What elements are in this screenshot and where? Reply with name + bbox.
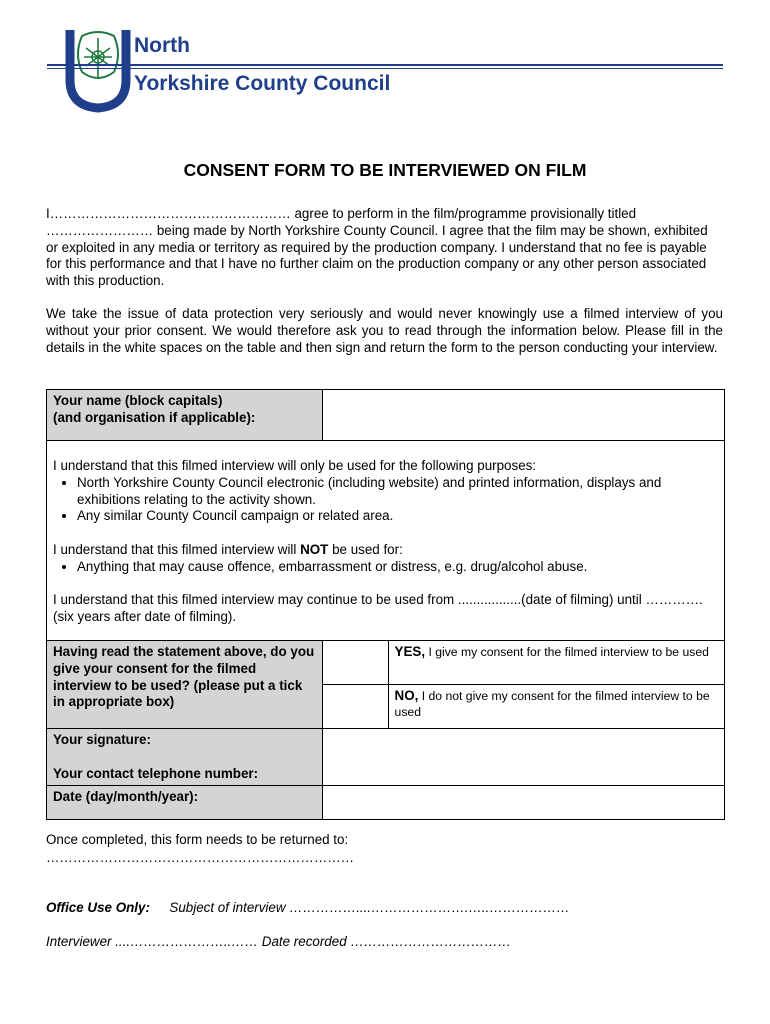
signature-label: Your signature:	[53, 732, 151, 747]
data-protection-paragraph: We take the issue of data protection very seriously and would never knowingly use a filmed interview of you without your prior consent. We would therefore ask you to read through the information below. Please fill in the details in the white spaces on the table and then sign and return the form to the person conducting your interview.	[46, 306, 723, 355]
organisation-label: (and organisation if applicable):	[53, 409, 256, 425]
logo-text-north: North	[134, 34, 190, 57]
purpose-item: • Any similar County Council campaign or related area.	[77, 508, 718, 525]
signature-label-cell	[47, 729, 323, 786]
yes-option-cell	[388, 641, 724, 685]
no-label: NO,	[394, 688, 419, 703]
interviewer-line	[46, 934, 511, 949]
not-used-text-end: be used for:	[328, 541, 403, 557]
subject-of-interview: Subject of interview ……………....………………….…..………………	[169, 900, 570, 915]
logo-text-council: Yorkshire County Council	[134, 72, 391, 95]
logo-rule-top	[47, 64, 723, 66]
yes-tick-box[interactable]	[322, 641, 388, 685]
purpose-item: • North Yorkshire County Council electronic (including website) and printed information, displays and exhibitions relating to the activity shown.	[77, 475, 718, 509]
not-used-text: I understand that this filmed interview will	[53, 541, 301, 557]
name-input-cell[interactable]	[322, 390, 724, 441]
not-emphasis: NOT	[300, 541, 329, 557]
logo-rule-bottom	[47, 68, 723, 69]
name-value[interactable]	[323, 390, 724, 396]
name-row	[47, 390, 725, 441]
signature-input-cell[interactable]	[322, 729, 724, 786]
office-use-label: Office Use Only:	[46, 900, 150, 915]
name-label: Your name (block capitals)	[53, 393, 223, 408]
name-label-cell	[47, 390, 323, 441]
no-option-cell	[388, 685, 724, 729]
office-use-line	[46, 900, 570, 915]
consent-yes-row	[47, 641, 725, 685]
yes-label: YES,	[394, 644, 426, 659]
date-label: Date (day/month/year):	[53, 789, 199, 805]
intro-paragraph: I……………………………………………… agree to perform in the film/programme provisionally titled …………………… being made by North Yorkshire County Council. I agree that the film may be shown, exhibited or exploited in any media or territory as required by the production company. I understand that no fee is payable for this performance and that I have no further claim on the production company or any other person associated with this production.	[46, 206, 708, 289]
phone-label: Your contact telephone number:	[53, 765, 259, 781]
not-used-item: • Anything that may cause offence, embarrassment or distress, e.g. drug/alcohol abuse.	[77, 559, 718, 576]
purposes-row	[47, 441, 725, 641]
date-input-cell[interactable]	[322, 786, 724, 820]
purposes-intro: I understand that this filmed interview will only be used for the following purposes:	[53, 458, 537, 473]
return-address-dots: ……………………………………………………………	[46, 850, 354, 865]
interviewer-field: Interviewer ....…………………..……	[46, 934, 262, 949]
purposes-cell	[47, 441, 725, 641]
date-label-cell	[47, 786, 323, 820]
date-recorded-field: Date recorded ………………………………	[261, 934, 512, 949]
signature-row	[47, 729, 725, 786]
not-used-intro	[53, 542, 718, 559]
consent-question: Having read the statement above, do you give your consent for the filmed interview to be used? (please put a tick in appropriate box)	[53, 644, 315, 710]
consent-table	[46, 389, 725, 820]
council-crest-icon	[62, 28, 134, 118]
return-label: Once completed, this form needs to be returned to:	[46, 832, 349, 847]
consent-question-cell	[47, 641, 323, 729]
date-row	[47, 786, 725, 820]
yes-text: I give my consent for the filmed interview to be used	[425, 645, 709, 659]
continue-statement: I understand that this filmed interview may continue to be used from .................(date of filming) until …………. (six years after date of filming).	[53, 592, 703, 625]
no-tick-box[interactable]	[322, 685, 388, 729]
page-title: CONSENT FORM TO BE INTERVIEWED ON FILM	[183, 160, 587, 180]
no-text: I do not give my consent for the filmed interview to be used	[394, 689, 710, 719]
